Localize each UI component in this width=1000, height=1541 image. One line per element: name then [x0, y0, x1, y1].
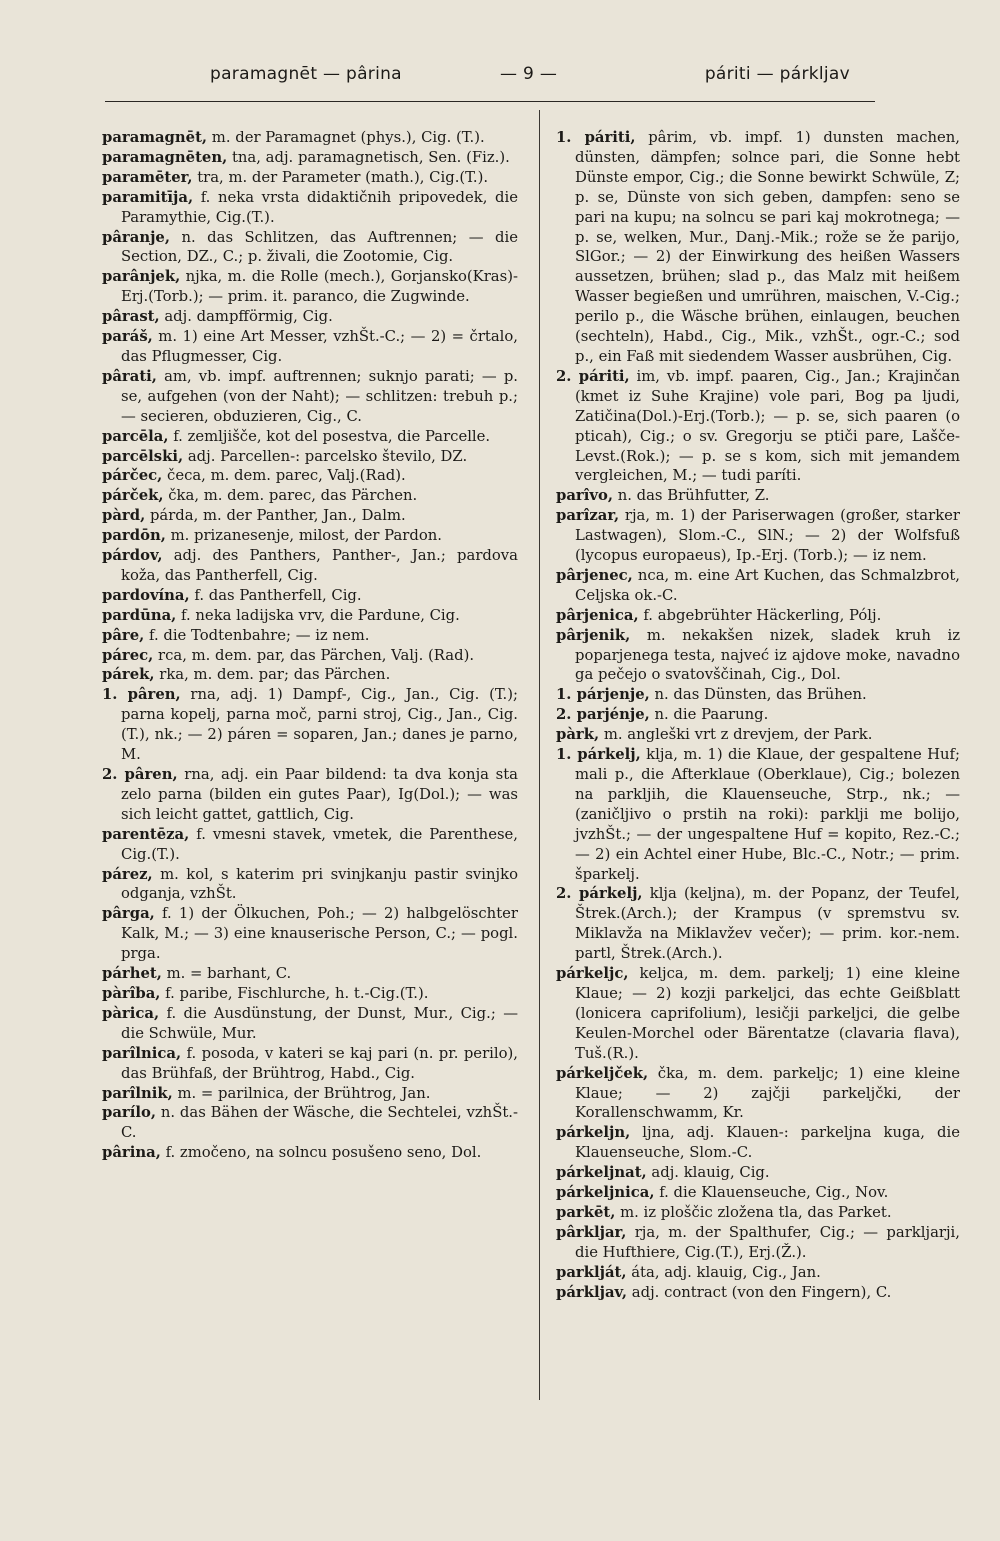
dictionary-entry [102, 984, 518, 1004]
entry-headword: pâre, [102, 626, 145, 644]
entry-definition: n. das Schlitzen, das Auftrennen; — die Section, DZ., C.; p. živali, die Zootomie, Cig. [121, 228, 518, 266]
entry-headword: pardovína, [102, 586, 190, 604]
dictionary-entry [102, 825, 518, 865]
entry-definition: keljca, m. dem. parkelj; 1) eine kleine Klaue; — 2) kozji parkeljci, das echte Geißblatt (lonicera caprifolium), lesičji parkeljci, die gelbe Keulen-Morchel oder Bärentatze (clavaria flava), Tuš.(R.). [575, 965, 960, 1062]
dictionary-entry [102, 466, 518, 486]
header-right: páriti — párkljav [704, 64, 850, 84]
dictionary-entry [556, 745, 960, 884]
entry-headword: parânjek, [102, 268, 181, 286]
entry-headword: pârjenik, [556, 626, 631, 644]
entry-headword: pàrîba, [102, 984, 161, 1002]
entry-definition: f. paribe, Fischlurche, h. t.-Cig.(T.). [160, 984, 429, 1002]
entry-definition: čeca, m. dem. parec, Valj.(Rad). [162, 467, 406, 485]
entry-definition: f. posoda, v kateri se kaj pari (n. pr. perilo), das Brühfaß, der Brühtrog, Habd., Cig. [121, 1044, 518, 1082]
entry-definition: f. die Klauenseuche, Cig., Nov. [654, 1184, 889, 1202]
entry-definition: m. kol, s katerim pri svinjkanju pastir svinjko odganja, vzhŠt. [121, 865, 518, 903]
dictionary-entry [556, 1203, 960, 1223]
dictionary-entry [102, 168, 518, 188]
dictionary-entry [102, 546, 518, 586]
entry-headword: pâranje, [102, 228, 170, 246]
entry-headword: 1. páriti, [556, 129, 636, 146]
dictionary-entry [102, 904, 518, 964]
dictionary-entry [102, 1084, 518, 1104]
dictionary-entry [556, 884, 960, 964]
dictionary-entry [556, 1283, 960, 1303]
entry-headword: paramēter, [102, 168, 193, 186]
dictionary-entry [102, 1143, 518, 1163]
entry-definition: m. = barhant, C. [161, 965, 292, 983]
entry-definition: f. zemljišče, kot del posestva, die Parcelle. [168, 427, 491, 445]
entry-headword: parîvo, [556, 487, 613, 505]
dictionary-entry [556, 705, 960, 725]
dictionary-entry [556, 964, 960, 1064]
entry-headword: párček, [102, 487, 164, 505]
dictionary-entry [102, 506, 518, 526]
dictionary-entry [102, 367, 518, 427]
entry-headword: párčec, [102, 467, 163, 485]
header-rule [105, 101, 875, 102]
entry-headword: párdov, [102, 547, 163, 565]
dictionary-entry [102, 1044, 518, 1084]
entry-definition: n. das Bähen der Wäsche, die Sechtelei, vzhŠt.-C. [121, 1104, 518, 1142]
entry-headword: parklját, [556, 1263, 627, 1281]
entry-headword: paramitīja, [102, 188, 194, 206]
entry-headword: párec, [102, 646, 154, 664]
dictionary-entry [102, 1004, 518, 1044]
entry-headword: párkljav, [556, 1283, 628, 1301]
entry-headword: párkeljn, [556, 1124, 631, 1142]
dictionary-entry [102, 626, 518, 646]
entry-definition: párda, m. der Panther, Jan., Dalm. [145, 507, 406, 525]
dictionary-entry [556, 1223, 960, 1263]
entry-headword: 2. pâren, [102, 766, 178, 783]
entry-definition: pârim, vb. impf. 1) dunsten machen, dünsten, dämpfen; solnce pari, die Sonne hebt Dünste empor, Cig.; die Sonne bewirkt Schwüle, Z; p. se, Dünste von sich geben, dampfen: seno se pari na kupu; na solncu se pari kaj mokrotnega; — p. se, welken, Mur., Danj.-Mik.; rože se že parijo, SlGor.; — 2) der Einwirkung des heißen Wassers aussetzen, brühen; slad p., das Malz mit heißem Wasser begießen und umrühren, maischen, V.-Cig.; perilo p., die Wäsche brühen, einlaugen, beuchen (sechteln), Habd., Cig., Mik., vzhŠt., ogr.-C.; sod p., ein Faß mit siedendem Wasser ausbrühen, Cig. [575, 129, 960, 365]
entry-headword: pârast, [102, 308, 160, 326]
entry-headword: parkēt, [556, 1203, 616, 1221]
right-column [556, 128, 960, 1302]
entry-definition: rja, m. der Spalthufer, Cig.; — parkljarji, die Hufthiere, Cig.(T.), Erj.(Ž.). [575, 1223, 960, 1261]
entry-headword: paramagnēten, [102, 148, 228, 166]
entry-definition: f. neka vrsta didaktičnih pripovedek, die Paramythie, Cig.(T.). [121, 188, 518, 226]
dictionary-entry [556, 725, 960, 745]
entry-definition: tra, m. der Parameter (math.), Cig.(T.). [192, 168, 489, 186]
entry-headword: pàrica, [102, 1004, 160, 1022]
dictionary-entry [556, 1183, 960, 1203]
dictionary-entry [102, 148, 518, 168]
dictionary-entry [556, 506, 960, 566]
entry-headword: párkeljček, [556, 1064, 649, 1082]
dictionary-entry [102, 1103, 518, 1143]
entry-definition: adj. contract (von den Fingern), C. [627, 1283, 892, 1301]
entry-definition: m. prizanesenje, milost, der Pardon. [165, 527, 442, 545]
dictionary-entry [556, 128, 960, 367]
dictionary-entry [102, 765, 518, 825]
entry-headword: 2. párkelj, [556, 885, 643, 903]
entry-definition: f. 1) der Ölkuchen, Poh.; — 2) halbgelöschter Kalk, M.; — 3) eine knauserische Person, C.; — pogl. prga. [121, 905, 518, 963]
entry-headword: pârina, [102, 1144, 161, 1162]
entry-definition: adj. klauig, Cig. [646, 1164, 770, 1182]
left-column [102, 128, 518, 1163]
entry-headword: parîzar, [556, 507, 620, 525]
dictionary-entry [556, 1263, 960, 1283]
entry-definition: m. der Paramagnet (phys.), Cig. (T.). [207, 129, 485, 146]
entry-definition: am, vb. impf. auftrennen; suknjo parati; — p. se, aufgehen (von der Naht); — schlitzen: trebuh p.; — secieren, obduzieren, Cig., C. [121, 367, 518, 425]
dictionary-entry [102, 447, 518, 467]
dictionary-entry [102, 964, 518, 984]
entry-definition: adj. dampfförmig, Cig. [159, 308, 333, 326]
entry-definition: m. nekakšen nizek, sladek kruh iz poparjenega testa, najveć iz ajdove moke, navadno ga pečejo o svatovščinah, Cig., Dol. [575, 626, 960, 684]
running-header [210, 64, 850, 88]
entry-definition: m. iz ploščic zložena tla, das Parket. [615, 1203, 892, 1221]
entry-definition: rna, adj. ein Paar bildend: ta dva konja sta zelo parna (bilden ein gutes Paar), Ig(Dol.); — was sich leicht gattet, gattlich, Cig. [121, 766, 518, 823]
entry-definition: čka, m. dem. parkeljc; 1) eine kleine Klaue; — 2) zajčji parkeljčki, der Korallenschwamm, Kr. [575, 1064, 960, 1122]
dictionary-entry [102, 586, 518, 606]
entry-headword: párkeljc, [556, 965, 629, 983]
dictionary-entry [556, 486, 960, 506]
dictionary-entry [102, 327, 518, 367]
entry-definition: klja, m. 1) die Klaue, der gespaltene Huf; mali p., die Afterklaue (Oberklaue), Cig.; bolezen na parkljih, die Klauenseuche, Strp., nk.; — (zaničljivo o prstih na roki): parklji me bolijo, jvzhŠt.; — der ungespaltene Huf = kopito, Rez.-C.; — 2) ein Achtel einer Hube, Blc.-C., Notr.; — prim. šparkelj. [575, 746, 960, 883]
entry-definition: im, vb. impf. paaren, Cig., Jan.; Krajinčan (kmet iz Suhe Krajine) vole pari, Bog pa ljudi, Zatičina(Dol.)-Erj.(Torb.); — p. se, sich paaren (o pticah), Cig.; o sv. Gregorju se ptiči pare, Lašče-Levst.(Rok.); — p. se s kom, sich mit jemandem vergleichen, M.; — tudi paríti. [575, 367, 960, 485]
entry-headword: 1. párkelj, [556, 746, 641, 764]
entry-headword: pardūna, [102, 606, 177, 624]
entry-headword: 1. párjenje, [556, 686, 650, 704]
entry-definition: f. neka ladijska vrv, die Pardune, Cig. [176, 606, 460, 624]
entry-definition: čka, m. dem. parec, das Pärchen. [163, 487, 418, 505]
entry-definition: rka, m. dem. par; das Pärchen. [154, 666, 391, 684]
entry-headword: párkeljnat, [556, 1164, 647, 1182]
entry-headword: paramagnēt, [102, 129, 208, 146]
dictionary-entry [556, 626, 960, 686]
dictionary-entry [102, 188, 518, 228]
dictionary-entry [556, 1064, 960, 1124]
entry-headword: pârati, [102, 367, 157, 385]
entry-headword: pârkljar, [556, 1223, 627, 1241]
entry-definition: rja, m. 1) der Pariserwagen (großer, starker Lastwagen), Slom.-C., SlN.; — 2) der Wolfsfuß (lycopus europaeus), Ip.-Erj. (Torb.); — iz nem. [575, 507, 960, 565]
entry-definition: n. das Dünsten, das Brühen. [649, 686, 867, 704]
entry-headword: pàrk, [556, 726, 600, 744]
entry-headword: parcēlski, [102, 447, 184, 465]
entry-headword: parcēla, [102, 427, 169, 445]
entry-headword: 1. pâren, [102, 686, 181, 704]
entry-definition: n. die Paarung. [649, 706, 769, 724]
entry-headword: pârjenec, [556, 566, 633, 584]
dictionary-entry [102, 646, 518, 666]
entry-headword: pardōn, [102, 527, 166, 545]
entry-definition: m. = parilnica, der Brühtrog, Jan. [172, 1084, 431, 1102]
entry-definition: f. abgebrühter Häckerling, Pólj. [638, 606, 882, 624]
dictionary-entry [556, 685, 960, 705]
dictionary-entry [102, 128, 518, 148]
entry-definition: m. angleški vrt z drevjem, der Park. [599, 726, 873, 744]
entry-headword: parentēza, [102, 825, 190, 843]
dictionary-entry [102, 526, 518, 546]
dictionary-entry [556, 367, 960, 486]
entry-definition: rna, adj. 1) Dampf-, Cig., Jan., Cig. (T.); parna kopelj, parna moč, parni stroj, Cig., Jan., Cig.(T.), nk.; — 2) páren = soparen, Jan.; danes je parno, M. [121, 686, 519, 764]
entry-definition: adj. des Panthers, Panther-, Jan.; pardova koža, das Pantherfell, Cig. [121, 547, 518, 584]
entry-headword: parílo, [102, 1104, 156, 1122]
dictionary-entry [102, 865, 518, 905]
entry-headword: pàrd, [102, 507, 146, 525]
dictionary-entry [102, 606, 518, 626]
entry-definition: tna, adj. paramagnetisch, Sen. (Fiz.). [227, 148, 510, 166]
entry-definition: f. zmočeno, na solncu posušeno seno, Dol. [160, 1144, 482, 1162]
dictionary-entry [102, 685, 518, 765]
dictionary-entry [102, 228, 518, 268]
entry-headword: 2. parjénje, [556, 706, 650, 724]
dictionary-entry [102, 665, 518, 685]
entry-headword: parîlnica, [102, 1044, 182, 1062]
entry-headword: párek, [102, 666, 155, 684]
entry-definition: adj. Parcellen-: parcelsko število, DZ. [183, 447, 468, 465]
dictionary-entry [556, 1123, 960, 1163]
entry-headword: párez, [102, 865, 153, 883]
entry-definition: nca, m. eine Art Kuchen, das Schmalzbrot, Celjska ok.-C. [575, 566, 960, 604]
dictionary-entry [556, 566, 960, 606]
entry-headword: pârga, [102, 905, 155, 923]
entry-headword: pârjenica, [556, 606, 639, 624]
dictionary-entry [102, 267, 518, 307]
entry-definition: klja (keljna), m. der Popanz, der Teufel, Štrek.(Arch.); der Krampus (v spremstvu sv. Miklavža na Miklavžev večer); — prim. kor.-nem. partl, Štrek.(Arch.). [575, 885, 961, 963]
entry-definition: m. 1) eine Art Messer, vzhŠt.-C.; — 2) = črtalo, das Pflugmesser, Cig. [121, 328, 518, 365]
entry-definition: njka, m. die Rolle (mech.), Gorjansko(Kras)-Erj.(Torb.); — prim. it. paranco, die Zugwinde. [121, 268, 518, 306]
page-number: — 9 — [500, 64, 558, 84]
dictionary-entry [102, 486, 518, 506]
entry-definition: f. die Ausdünstung, der Dunst, Mur., Cig.; — die Schwüle, Mur. [121, 1004, 518, 1042]
entry-headword: 2. páriti, [556, 367, 630, 385]
column-divider [539, 110, 540, 1400]
header-left: paramagnēt — pârina [210, 64, 402, 84]
entry-definition: rca, m. dem. par, das Pärchen, Valj. (Rad). [153, 646, 475, 664]
dictionary-entry [102, 427, 518, 447]
entry-headword: parîlnik, [102, 1084, 173, 1102]
dictionary-entry [556, 1163, 960, 1183]
entry-headword: párkeljnica, [556, 1184, 655, 1202]
entry-definition: áta, adj. klauig, Cig., Jan. [626, 1263, 821, 1281]
entry-definition: ljna, adj. Klauen-: parkeljna kuga, die Klauenseuche, Slom.-C. [575, 1124, 960, 1162]
entry-definition: n. das Brühfutter, Z. [612, 487, 770, 505]
entry-definition: f. das Pantherfell, Cig. [189, 586, 362, 604]
entry-headword: párhet, [102, 965, 162, 983]
dictionary-entry [102, 307, 518, 327]
entry-headword: paráš, [102, 328, 153, 346]
entry-definition: f. vmesni stavek, vmetek, die Parenthese, Cig.(T.). [121, 825, 518, 863]
dictionary-entry [556, 606, 960, 626]
entry-definition: f. die Todtenbahre; — iz nem. [144, 626, 370, 644]
